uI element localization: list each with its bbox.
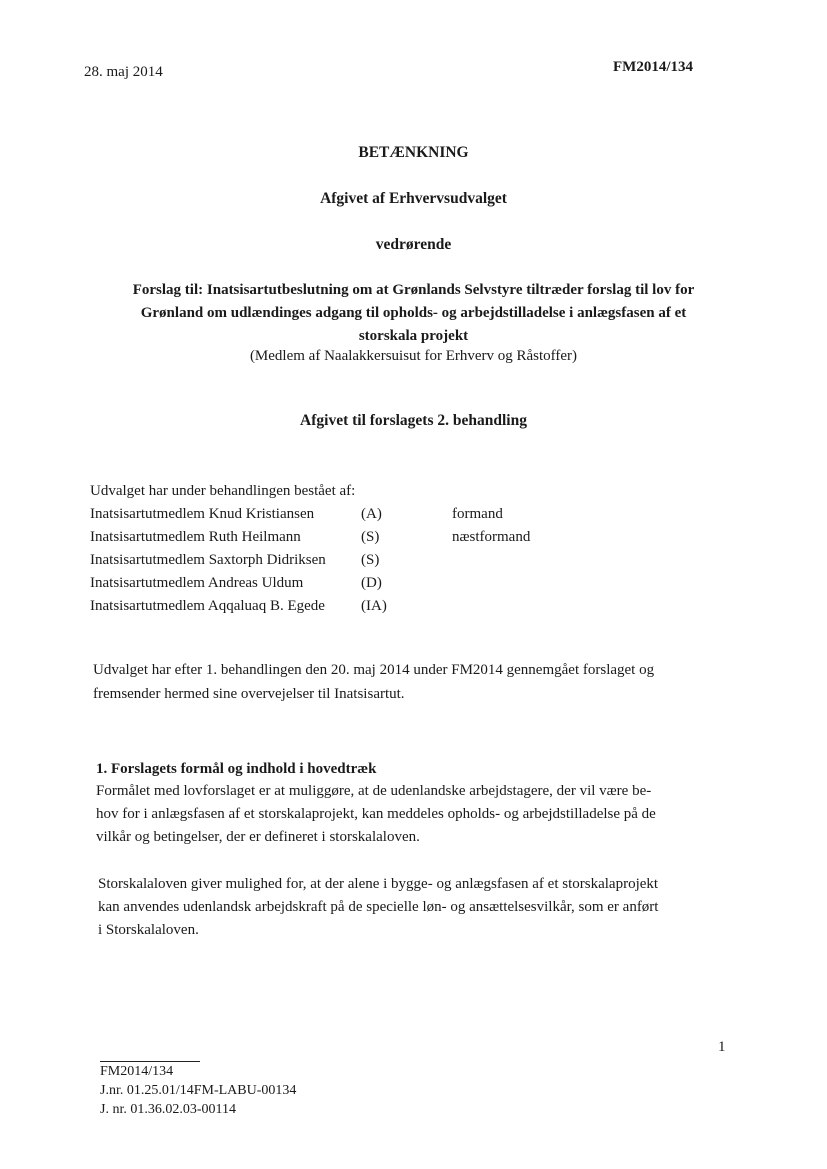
page-number: 1 bbox=[718, 1039, 726, 1055]
paragraph-line: Storskalaloven giver mulighed for, at der alene i bygge- og anlægsfasen af et storskalaprojekt bbox=[98, 876, 659, 892]
summary-line: fremsender hermed sine overvejelser til Inatsisartut. bbox=[93, 686, 405, 702]
member-party: (IA) bbox=[361, 598, 387, 614]
paragraph-line: kan anvendes udenlandsk arbejdskraft på de specielle løn- og ansættelsesvilkår, som er anført bbox=[98, 899, 659, 915]
proposal-title-line-2: Grønland om udlændinges adgang til opholds- og arbejdstilladelse i anlægsfasen af et bbox=[140, 305, 687, 321]
case-number: FM2014/134 bbox=[613, 59, 693, 75]
member-role: formand bbox=[452, 506, 503, 522]
paragraph-line: vilkår og betingelser, der er defineret i storskalaloven. bbox=[96, 829, 420, 845]
member-role: næstformand bbox=[452, 529, 531, 545]
footer-line: J.nr. 01.25.01/14FM-LABU-00134 bbox=[100, 1083, 297, 1098]
footnote-divider bbox=[100, 1061, 200, 1062]
member-name: Inatsisartutmedlem Ruth Heilmann bbox=[90, 529, 301, 545]
paragraph-line: Formålet med lovforslaget er at muliggøre, at de udenlandske arbejdstagere, der vil være be- bbox=[96, 783, 652, 799]
member-party: (S) bbox=[361, 552, 380, 568]
footer-line: J. nr. 01.36.02.03-00114 bbox=[100, 1102, 236, 1117]
proposal-title-line-1: Forslag til: Inatsisartutbeslutning om at Grønlands Selvstyre tiltræder forslag til lov for bbox=[132, 282, 695, 298]
footer-line: FM2014/134 bbox=[100, 1064, 174, 1079]
paragraph-line: i Storskalaloven. bbox=[98, 922, 199, 938]
member-name: Inatsisartutmedlem Andreas Uldum bbox=[90, 575, 304, 591]
reading-heading: Afgivet til forslagets 2. behandling bbox=[300, 412, 527, 429]
committee-intro: Udvalget har under behandlingen bestået af: bbox=[90, 483, 356, 499]
sponsor-line: (Medlem af Naalakkersuisut for Erhverv og Råstoffer) bbox=[249, 348, 578, 364]
member-name: Inatsisartutmedlem Saxtorph Didriksen bbox=[90, 552, 326, 568]
paragraph-line: hov for i anlægsfasen af et storskalaprojekt, kan meddeles opholds- og arbejdstilladelse på de bbox=[96, 806, 656, 822]
member-party: (S) bbox=[361, 529, 380, 545]
member-party: (D) bbox=[361, 575, 382, 591]
member-name: Inatsisartutmedlem Knud Kristiansen bbox=[90, 506, 315, 522]
document-type-heading: BETÆNKNING bbox=[358, 144, 469, 161]
section-heading: 1. Forslagets formål og indhold i hovedtræk bbox=[96, 761, 377, 777]
member-name: Inatsisartutmedlem Aqqaluaq B. Egede bbox=[90, 598, 325, 614]
proposal-title-line-3: storskala projekt bbox=[358, 328, 469, 344]
member-party: (A) bbox=[361, 506, 382, 522]
summary-line: Udvalget har efter 1. behandlingen den 20. maj 2014 under FM2014 gennemgået forslaget og bbox=[93, 662, 655, 678]
issued-by-heading: Afgivet af Erhvervsudvalget bbox=[320, 190, 507, 207]
document-date: 28. maj 2014 bbox=[84, 64, 163, 80]
regarding-heading: vedrørende bbox=[375, 236, 452, 253]
